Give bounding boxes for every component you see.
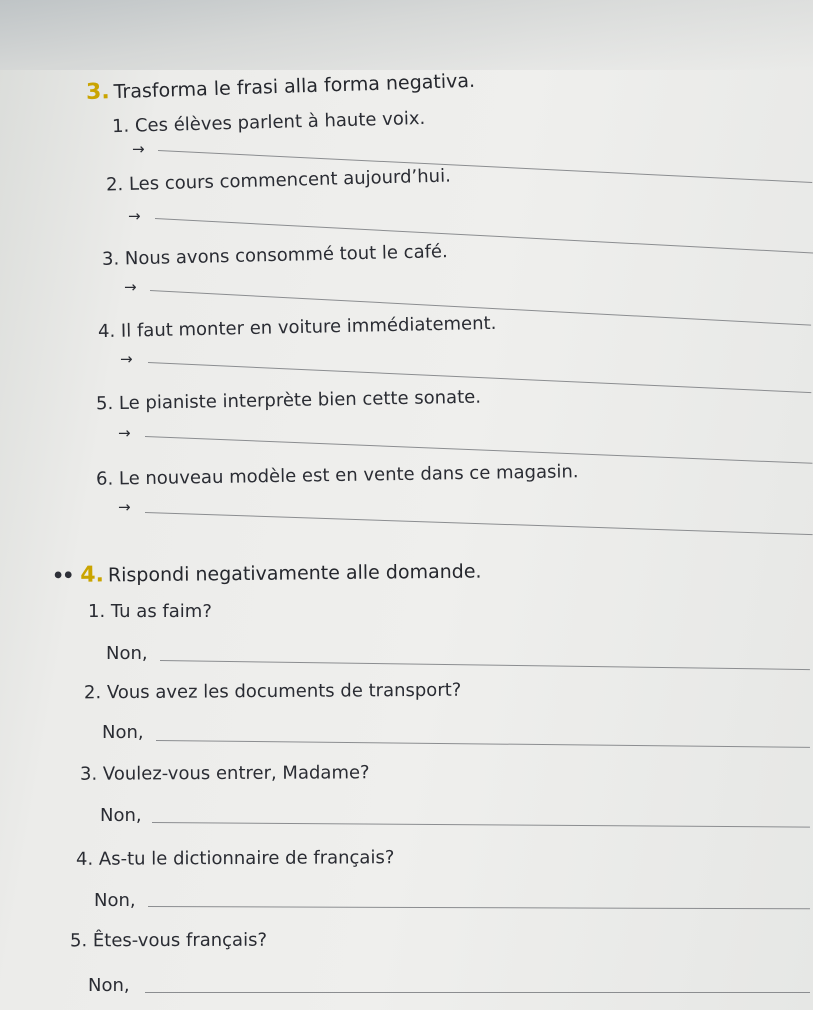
sentence-6: 6. Le nouveau modèle est en vente dans ce magasin.: [95, 461, 579, 490]
sentence-2: 2. Les cours commencent aujourd’hui.: [105, 165, 452, 196]
arrow-icon: →: [124, 278, 137, 296]
answer-line-5[interactable]: [145, 436, 813, 464]
exercise-3-heading: [86, 68, 476, 105]
exercise-4-title: Rispondi negativamente alle domande.: [107, 560, 482, 587]
page-shadow: [0, 0, 813, 70]
answer-line-6[interactable]: [145, 512, 813, 535]
arrow-icon: →: [120, 350, 133, 368]
exercise-3-title: Trasforma le frasi alla forma negativa.: [113, 69, 476, 104]
answer-line-q5[interactable]: [145, 992, 810, 993]
arrow-icon: →: [118, 424, 131, 442]
answer-line-q4[interactable]: [148, 906, 810, 909]
arrow-icon: →: [128, 207, 141, 225]
answer-prefix-3: Non,: [100, 805, 142, 826]
answer-prefix-4: Non,: [94, 890, 136, 911]
sentence-5: 5. Le pianiste interprète bien cette sonate.: [95, 386, 482, 415]
sentence-3: 3. Nous avons consommé tout le café.: [101, 241, 448, 270]
difficulty-dots-icon: ••: [51, 564, 73, 587]
arrow-icon: →: [132, 140, 145, 158]
exercise-4-number: 4.: [80, 562, 105, 588]
question-3: 3. Voulez-vous entrer, Madame?: [79, 762, 370, 785]
answer-prefix-5: Non,: [88, 975, 130, 996]
question-5: 5. Êtes-vous français?: [69, 929, 268, 952]
answer-line-q1[interactable]: [160, 660, 810, 670]
exercise-3-number: 3.: [85, 79, 111, 105]
arrow-icon: →: [118, 498, 131, 516]
answer-line-q2[interactable]: [156, 740, 810, 748]
question-4: 4. As-tu le dictionnaire de français?: [75, 847, 395, 870]
exercise-4-heading: [52, 559, 482, 588]
sentence-4: 4. Il faut monter en voiture immédiatement.: [97, 312, 497, 343]
sentence-1: 1. Ces élèves parlent à haute voix.: [111, 107, 426, 138]
answer-prefix-1: Non,: [106, 643, 148, 664]
answer-prefix-2: Non,: [102, 722, 144, 743]
question-2: 2. Vous avez les documents de transport?: [83, 679, 462, 704]
question-1: 1. Tu as faim?: [88, 601, 212, 622]
answer-line-q3[interactable]: [152, 822, 810, 828]
